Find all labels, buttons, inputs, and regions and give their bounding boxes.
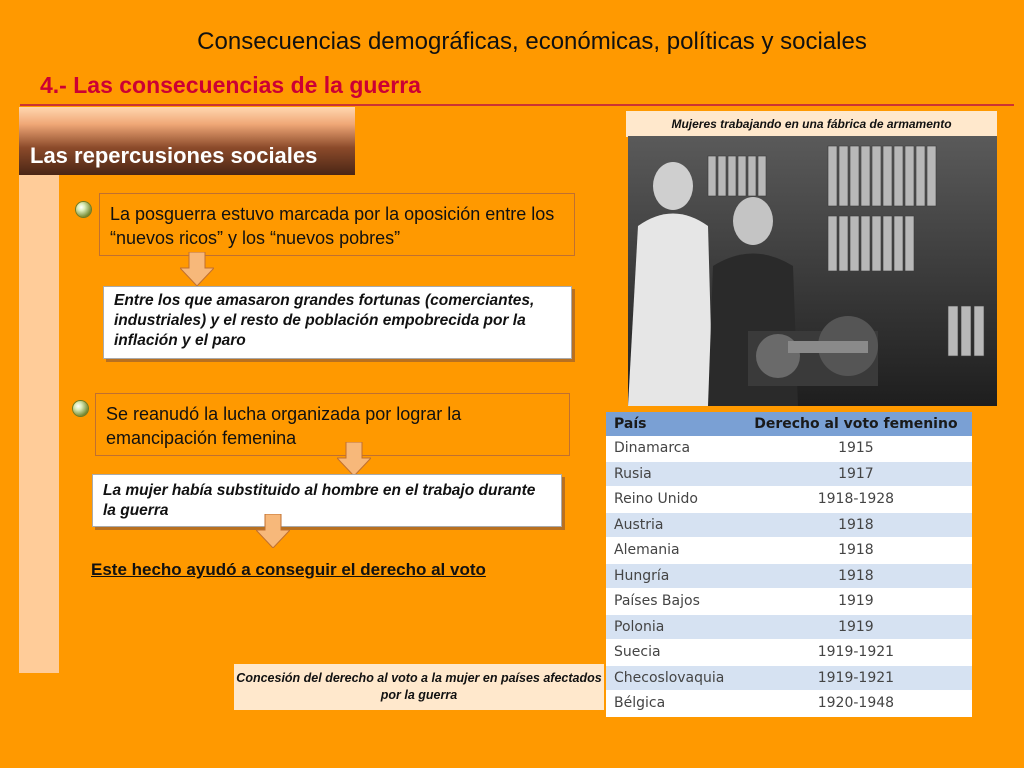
table-row xyxy=(606,436,972,461)
country-cell: Reino Unido xyxy=(606,487,740,513)
year-cell: 1919-1921 xyxy=(740,665,972,691)
down-arrow-icon xyxy=(256,514,290,548)
down-arrow-icon xyxy=(337,442,371,476)
table-row xyxy=(606,640,972,666)
slide-subtitle: 4.- Las consecuencias de la guerra xyxy=(40,72,421,98)
down-arrow-icon xyxy=(180,252,214,286)
photo-caption: Mujeres trabajando en una fábrica de armamento xyxy=(626,111,997,137)
table-row xyxy=(606,512,972,538)
year-cell: 1918 xyxy=(740,538,972,564)
table-row xyxy=(606,589,972,615)
header-divider xyxy=(20,104,1014,106)
year-cell: 1920-1948 xyxy=(740,691,972,717)
country-cell: Suecia xyxy=(606,640,740,666)
country-cell: Países Bajos xyxy=(606,589,740,615)
section-header-label: Las repercusiones sociales xyxy=(30,143,318,168)
year-cell: 1918 xyxy=(740,512,972,538)
year-cell: 1919-1921 xyxy=(740,640,972,666)
year-cell: 1917 xyxy=(740,461,972,487)
country-cell: Alemania xyxy=(606,538,740,564)
country-cell: Hungría xyxy=(606,563,740,589)
country-cell: Austria xyxy=(606,512,740,538)
table-header-row xyxy=(606,412,972,436)
table-row xyxy=(606,461,972,487)
point-2-detail: La mujer había substituido al hombre en el trabajo durante la guerra xyxy=(92,474,562,527)
country-cell: Bélgica xyxy=(606,691,740,717)
year-cell: 1919 xyxy=(740,614,972,640)
factory-photo xyxy=(628,136,997,406)
point-1-box: La posguerra estuvo marcada por la oposición entre los “nuevos ricos” y los “nuevos pobres” xyxy=(99,193,575,256)
table-row xyxy=(606,538,972,564)
bullet-icon xyxy=(73,401,88,416)
year-cell: 1919 xyxy=(740,589,972,615)
table-header-year: Derecho al voto femenino xyxy=(740,412,972,436)
country-cell: Dinamarca xyxy=(606,436,740,461)
slide-title: Consecuencias demográficas, económicas, políticas y sociales xyxy=(197,28,867,55)
country-cell: Checoslovaquia xyxy=(606,665,740,691)
table-header-country: País xyxy=(606,412,740,436)
year-cell: 1915 xyxy=(740,436,972,461)
conclusion-text: Este hecho ayudó a conseguir el derecho al voto xyxy=(91,560,486,579)
table-row xyxy=(606,691,972,717)
bullet-icon xyxy=(76,202,91,217)
table-caption: Concesión del derecho al voto a la mujer en países afectados por la guerra xyxy=(234,664,604,710)
table-row xyxy=(606,614,972,640)
country-cell: Polonia xyxy=(606,614,740,640)
point-2-box: Se reanudó la lucha organizada por lograr la emancipación femenina xyxy=(95,393,570,456)
point-1-detail: Entre los que amasaron grandes fortunas (comerciantes, industriales) y el resto de población empobrecida por la inflación y el paro xyxy=(103,286,572,359)
year-cell: 1918-1928 xyxy=(740,487,972,513)
table-row xyxy=(606,563,972,589)
vote-table xyxy=(606,412,972,717)
year-cell: 1918 xyxy=(740,563,972,589)
country-cell: Rusia xyxy=(606,461,740,487)
table-row xyxy=(606,487,972,513)
table-row xyxy=(606,665,972,691)
side-panel xyxy=(19,107,59,673)
